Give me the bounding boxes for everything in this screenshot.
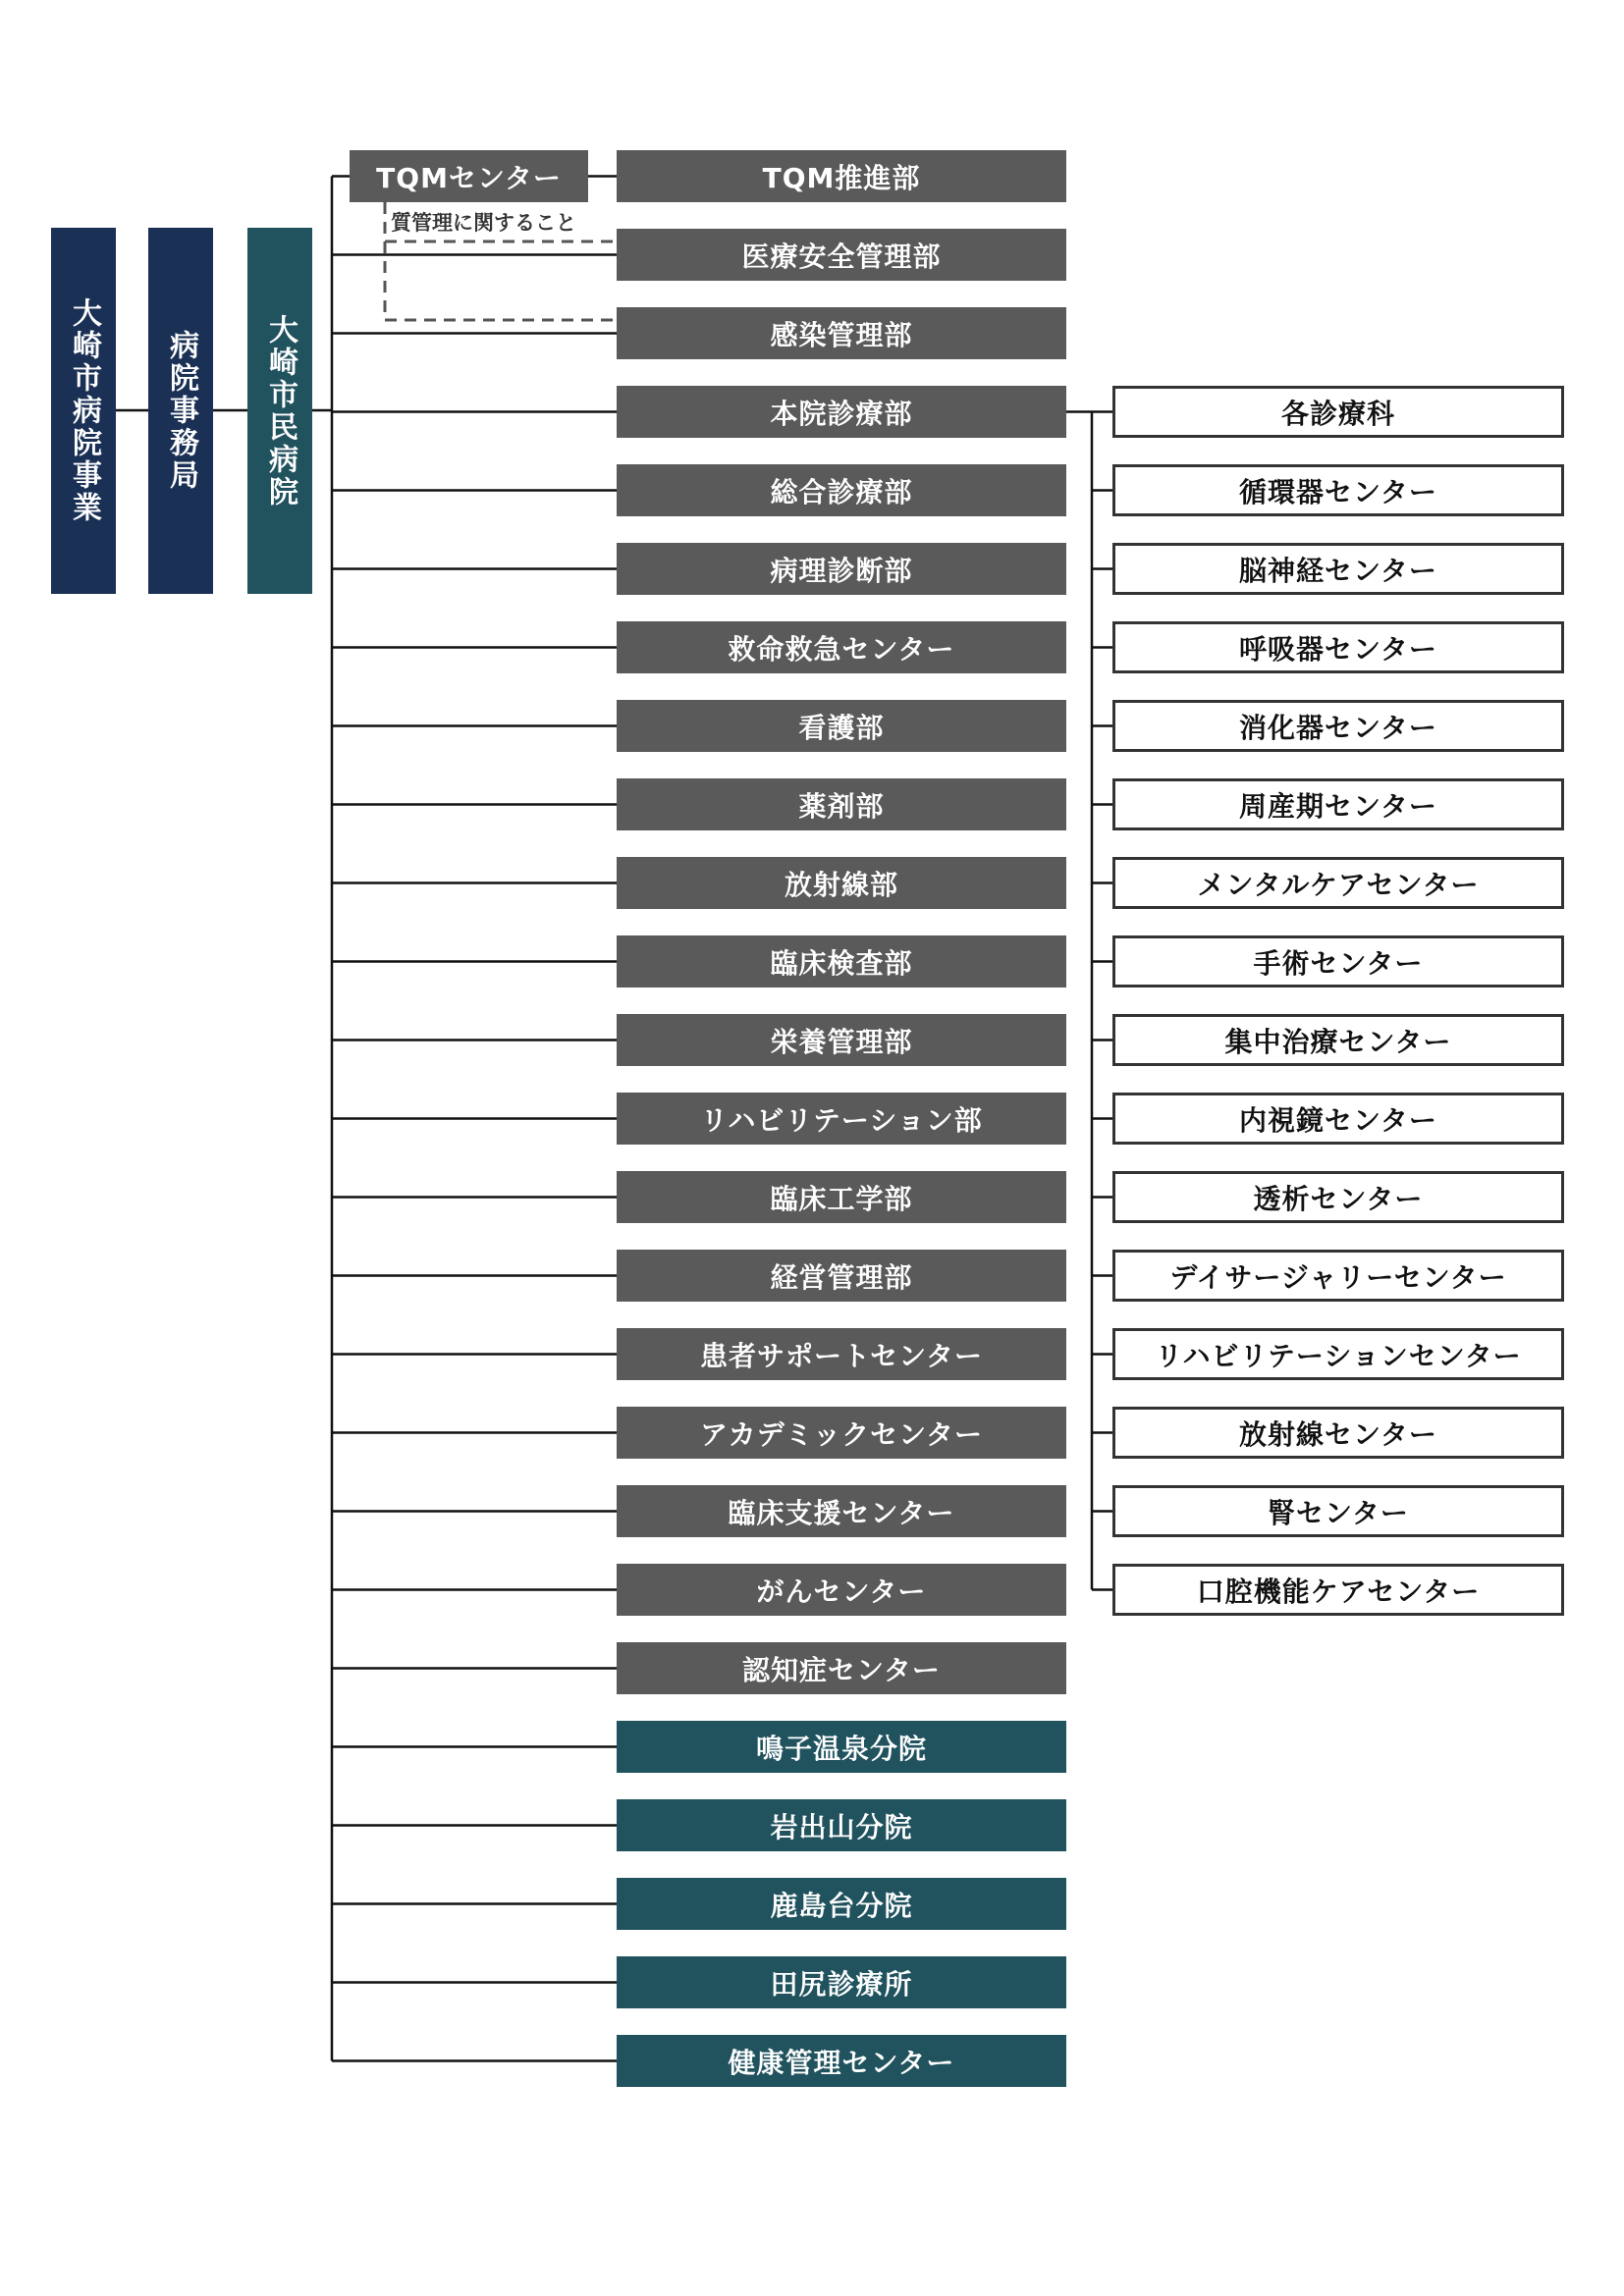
department-label: がんセンター — [756, 1575, 927, 1608]
branch-box — [617, 1799, 1066, 1851]
tqm-center-box — [350, 150, 588, 202]
department-label: 医療安全管理部 — [741, 240, 942, 273]
clinical-unit-label: メンタルケアセンター — [1197, 868, 1480, 901]
clinical-unit-label: 放射線センター — [1239, 1417, 1437, 1451]
clinical-unit-label: 消化器センター — [1239, 711, 1437, 744]
clinical-unit-label: 脳神経センター — [1239, 554, 1437, 587]
hospital-office-label: 病院事務局 — [164, 330, 198, 492]
clinical-unit-label: 透析センター — [1253, 1182, 1424, 1215]
department-label: TQM推進部 — [762, 161, 921, 194]
branch-box — [617, 1956, 1066, 2008]
clinical-unit-label: 口腔機能ケアセンター — [1196, 1575, 1481, 1608]
clinical-unit-box — [1112, 386, 1564, 438]
department-label: 臨床検査部 — [770, 946, 913, 980]
department-label: 患者サポートセンター — [699, 1339, 984, 1372]
branch-box — [617, 1878, 1066, 1930]
department-box — [617, 1564, 1066, 1616]
department-box — [617, 1093, 1066, 1145]
branch-label: 鹿島台分院 — [770, 1889, 913, 1922]
department-label: アカデミックセンター — [699, 1417, 984, 1451]
tqm-center-label: TQMセンター — [376, 161, 562, 194]
clinical-unit-label: 手術センター — [1253, 946, 1424, 980]
branch-label: 鳴子温泉分院 — [755, 1732, 927, 1765]
department-label: 栄養管理部 — [770, 1025, 913, 1058]
department-box — [617, 621, 1066, 673]
department-box — [617, 1407, 1066, 1459]
clinical-unit-label: 腎センター — [1268, 1496, 1409, 1529]
department-box — [617, 1014, 1066, 1066]
department-label: 感染管理部 — [770, 318, 913, 351]
department-label: 総合診療部 — [770, 475, 913, 508]
clinical-unit-box — [1112, 1014, 1564, 1066]
tqm-note: 質管理に関すること — [391, 211, 576, 235]
clinical-unit-box — [1112, 464, 1564, 516]
clinical-unit-box — [1112, 1485, 1564, 1537]
department-box — [617, 1642, 1066, 1694]
clinical-unit-box — [1112, 700, 1564, 752]
clinical-unit-box — [1112, 543, 1564, 595]
department-box — [617, 543, 1066, 595]
department-box — [617, 1485, 1066, 1537]
department-box — [617, 778, 1066, 830]
department-box — [617, 1250, 1066, 1302]
clinical-unit-box — [1112, 857, 1564, 909]
department-box — [617, 307, 1066, 359]
department-box — [617, 150, 1066, 202]
clinical-unit-box — [1112, 621, 1564, 673]
department-label: 臨床工学部 — [770, 1182, 913, 1215]
department-label: 放射線部 — [784, 868, 898, 901]
branch-label: 岩出山分院 — [770, 1810, 913, 1843]
clinical-unit-label: 循環器センター — [1239, 475, 1437, 508]
department-box — [617, 1171, 1066, 1223]
citizen-hospital-box — [247, 228, 312, 594]
department-label: 病理診断部 — [770, 554, 913, 587]
department-box — [617, 857, 1066, 909]
clinical-unit-box — [1112, 1564, 1564, 1616]
branch-label: 田尻診療所 — [770, 1967, 913, 2001]
department-box — [617, 700, 1066, 752]
department-label: 認知症センター — [742, 1653, 941, 1686]
branch-label: 健康管理センター — [728, 2046, 955, 2079]
clinical-unit-box — [1112, 778, 1564, 830]
hospital-business-box — [51, 228, 116, 594]
clinical-unit-label: 呼吸器センター — [1239, 632, 1437, 666]
department-label: 救命救急センター — [728, 632, 955, 666]
clinical-unit-box — [1112, 1093, 1564, 1145]
clinical-unit-label: 各診療科 — [1280, 397, 1395, 430]
clinical-unit-box — [1112, 1250, 1564, 1302]
clinical-unit-box — [1112, 935, 1564, 988]
hospital-business-label: 大崎市病院事業 — [67, 297, 101, 524]
department-box — [617, 464, 1066, 516]
department-box — [617, 935, 1066, 988]
citizen-hospital-label: 大崎市民病院 — [263, 313, 298, 508]
clinical-unit-label: リハビリテーションセンター — [1155, 1339, 1522, 1372]
hospital-office-box — [148, 228, 213, 594]
clinical-unit-label: デイサージャリーセンター — [1169, 1260, 1507, 1294]
department-label: 薬剤部 — [798, 789, 885, 823]
department-label: 臨床支援センター — [728, 1496, 955, 1529]
department-box — [617, 1328, 1066, 1380]
clinical-unit-box — [1112, 1171, 1564, 1223]
clinical-unit-label: 内視鏡センター — [1239, 1103, 1437, 1137]
clinical-unit-box — [1112, 1407, 1564, 1459]
clinical-unit-box — [1112, 1328, 1564, 1380]
department-label: 本院診療部 — [770, 397, 913, 430]
branch-box — [617, 2035, 1066, 2087]
clinical-unit-label: 集中治療センター — [1224, 1025, 1452, 1058]
department-label: リハビリテーション部 — [700, 1103, 983, 1137]
clinical-unit-label: 周産期センター — [1239, 789, 1437, 823]
department-label: 看護部 — [798, 711, 885, 744]
department-box — [617, 229, 1066, 281]
department-box — [617, 386, 1066, 438]
branch-box — [617, 1721, 1066, 1773]
department-label: 経営管理部 — [770, 1260, 913, 1294]
